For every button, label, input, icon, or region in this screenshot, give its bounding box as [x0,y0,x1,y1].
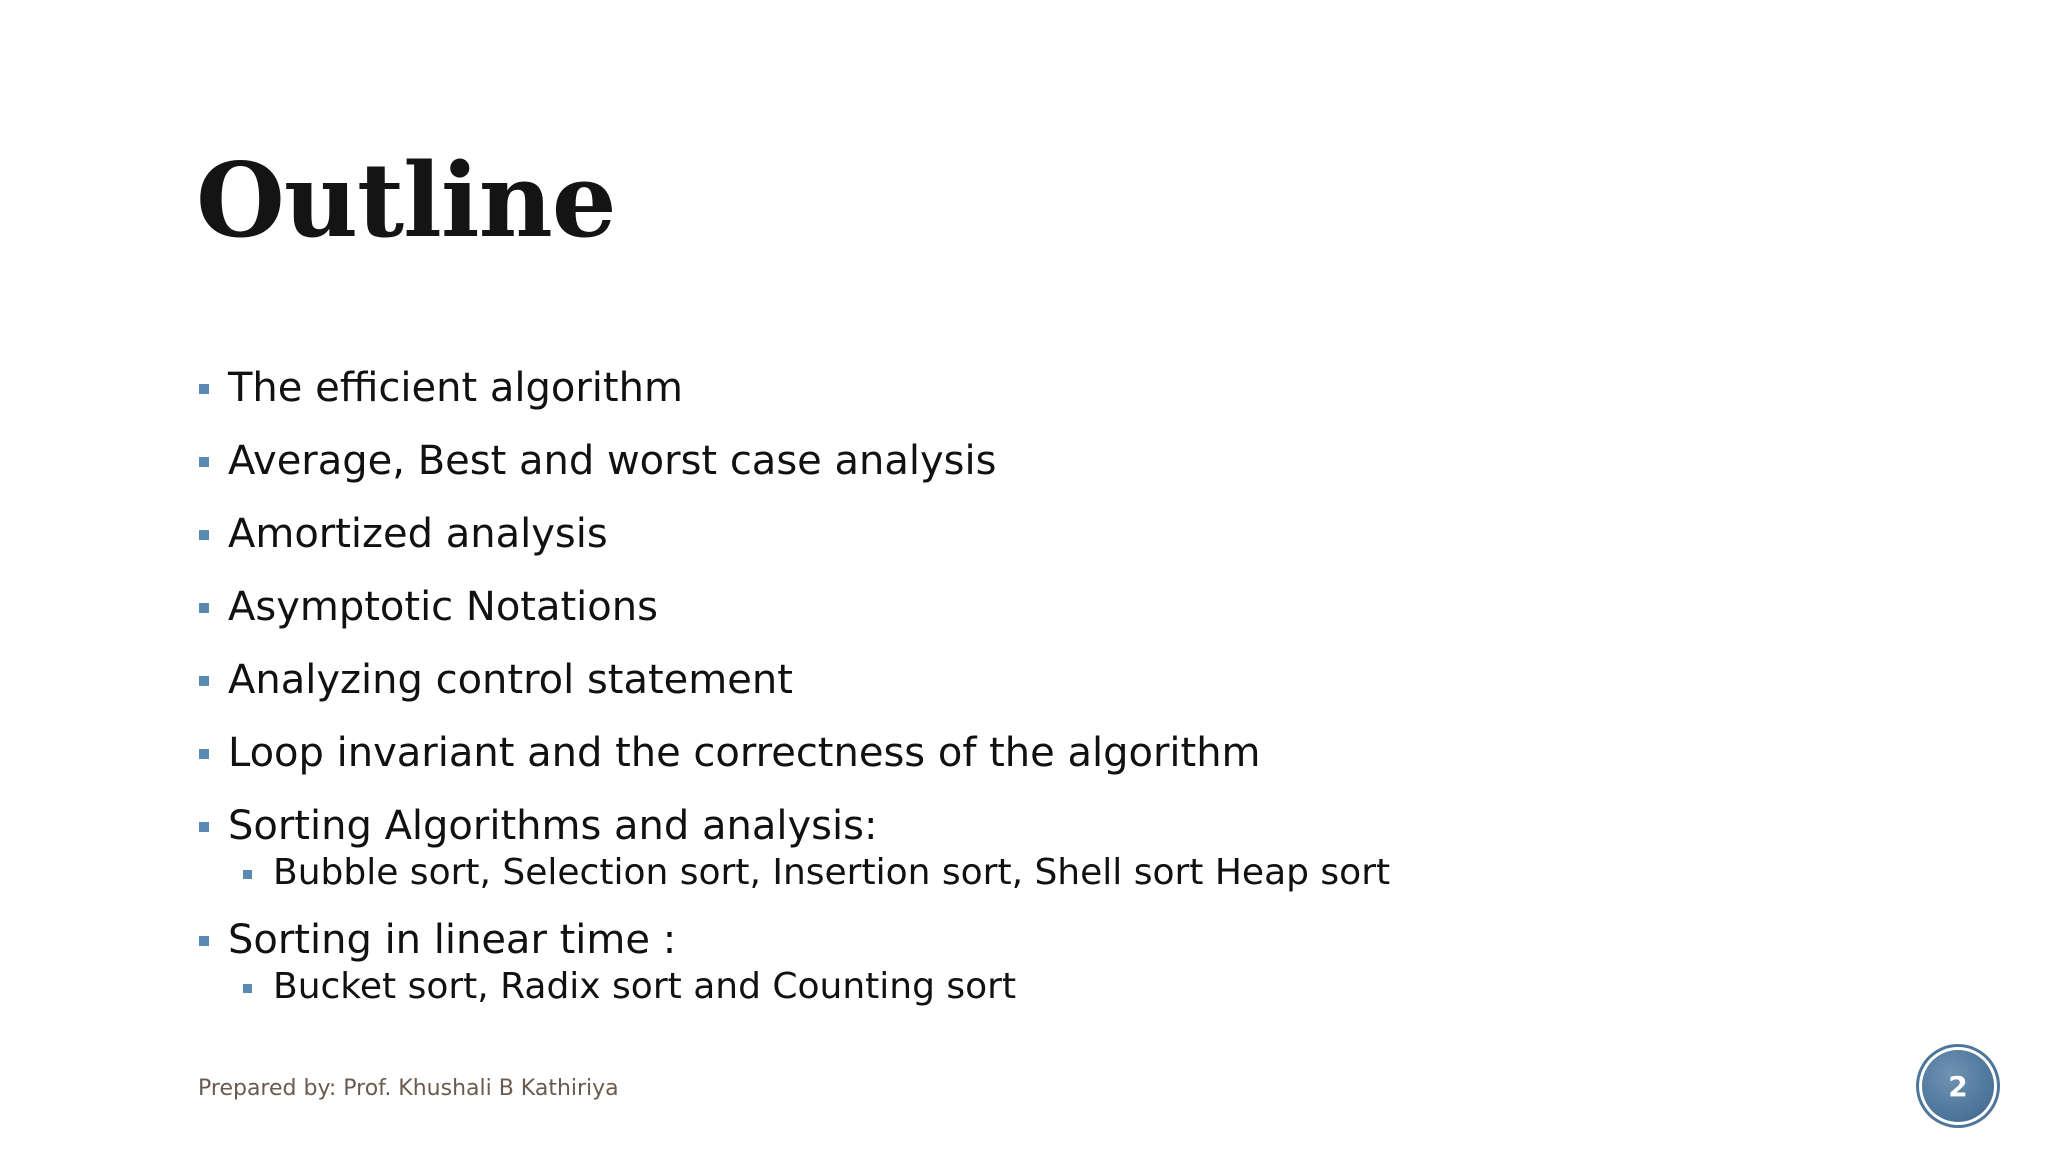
square-bullet-icon [243,984,252,993]
square-bullet-icon [199,822,209,832]
outline-item-text: Loop invariant and the correctness of the algorithm [228,730,1261,776]
square-bullet-icon [199,749,209,759]
outline-item-text: Asymptotic Notations [228,584,658,630]
outline-subitem-text: Bubble sort, Selection sort, Insertion sort, Shell sort Heap sort [273,852,1391,893]
outline-item [196,360,1846,416]
square-bullet-icon [199,936,209,946]
outline-item-text: Average, Best and worst case analysis [228,438,997,484]
outline-item [196,725,1846,781]
outline-sublist [228,962,1846,1012]
square-bullet-icon [199,676,209,686]
outline-list [196,360,1846,1026]
outline-item-text: Sorting Algorithms and analysis: [228,803,878,849]
outline-item [196,652,1846,708]
outline-item [196,798,1846,898]
slide-footer: Prepared by: Prof. Khushali B Kathiriya [198,1076,619,1101]
outline-item-text: The efficient algorithm [228,365,683,411]
square-bullet-icon [243,870,252,879]
outline-item [196,506,1846,562]
outline-item [196,433,1846,489]
outline-sublist [228,848,1846,898]
outline-subitem [228,962,1846,1012]
outline-item-text: Amortized analysis [228,511,608,557]
outline-item-text: Analyzing control statement [228,657,793,703]
slide-title: Outline [196,141,616,261]
outline-item-text: Sorting in linear time : [228,917,677,963]
outline-subitem [228,848,1846,898]
square-bullet-icon [199,603,209,613]
square-bullet-icon [199,384,209,394]
outline-item [196,912,1846,1012]
square-bullet-icon [199,457,209,467]
page-number-badge [1922,1050,1994,1122]
page-number: 2 [1948,1069,1968,1103]
square-bullet-icon [199,530,209,540]
outline-item [196,579,1846,635]
outline-subitem-text: Bucket sort, Radix sort and Counting sort [273,966,1017,1007]
